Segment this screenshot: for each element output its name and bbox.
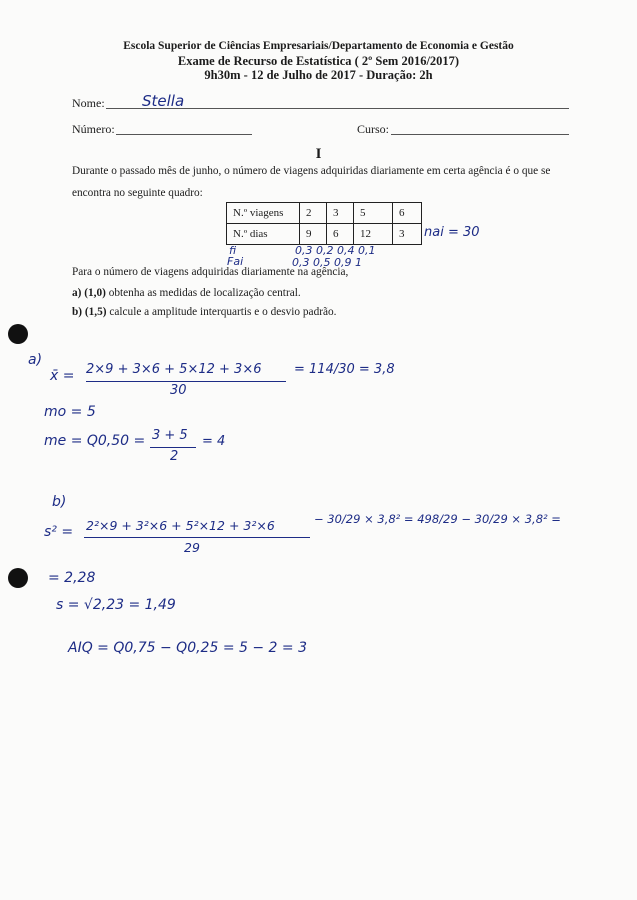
table-cell: 5 (354, 203, 393, 224)
mean-fraction-bar (86, 381, 286, 382)
median-fraction-bar (150, 447, 196, 448)
data-table (226, 202, 422, 245)
exam-date: 9h30m - 12 de Julho de 2017 - Duração: 2h (204, 68, 433, 82)
std-dev: s = √2,23 = 1,49 (56, 597, 176, 613)
fai-values: 0,3 0,5 0,9 1 (292, 256, 362, 269)
intro-line-2: encontra no seguinte quadro: (72, 187, 203, 199)
mean-denominator: 30 (170, 383, 187, 398)
median-numerator: 3 + 5 (152, 428, 188, 443)
binder-hole-top (8, 324, 28, 344)
mean-result: = 114/30 = 3,8 (294, 362, 395, 377)
table-row (227, 224, 422, 245)
variance-denominator: 29 (184, 540, 200, 555)
interquartile-range: AIQ = Q0,75 − Q0,25 = 5 − 2 = 3 (68, 640, 307, 656)
numero-field[interactable] (116, 134, 252, 135)
table-cell: 6 (393, 203, 422, 224)
school-header: Escola Superior de Ciências Empresariais/Departamento de Economia e Gestão (123, 40, 514, 52)
question-a-text: obtenha as medidas de localização central. (108, 287, 301, 299)
table-cell: 9 (300, 224, 327, 245)
intro-line-1: Durante o passado mês de junho, o número de viagens adquiridas diariamente em certa agência é o que se (72, 165, 551, 177)
table-row-header: N.º viagens (227, 203, 300, 224)
curso-field[interactable] (391, 134, 569, 135)
section-title: I (315, 146, 322, 162)
total-annotation: nai = 30 (424, 225, 480, 240)
median-lhs: me = Q0,50 = (44, 433, 146, 449)
numero-label: Número: (72, 122, 115, 136)
curso-label: Curso: (357, 122, 390, 136)
table-row (227, 203, 422, 224)
answer-a-label: a) (28, 352, 43, 368)
prompt-text: Para o número de viagens adquiridas diariamente na agência, (72, 266, 349, 278)
nome-label: Nome: (72, 96, 105, 110)
intro-paragraph (72, 160, 582, 204)
table-cell: 12 (354, 224, 393, 245)
median-denominator: 2 (170, 449, 179, 464)
median-result: = 4 (202, 434, 226, 449)
table-cell: 6 (327, 224, 354, 245)
answer-b-label: b) (52, 494, 67, 510)
binder-hole-bottom (8, 568, 28, 588)
question-b-points: (1,5) (84, 306, 107, 318)
table-row-header: N.º dias (227, 224, 300, 245)
mean-numerator: 2×9 + 3×6 + 5×12 + 3×6 (86, 362, 262, 377)
variance-numerator: 2²×9 + 3²×6 + 5²×12 + 3²×6 (86, 518, 275, 533)
fai-label: Fai (227, 255, 244, 268)
table-cell: 2 (300, 203, 327, 224)
question-a-number: a) (72, 287, 82, 299)
question-b-number: b) (72, 306, 83, 318)
variance-fraction-bar (84, 537, 310, 538)
exam-title: Exame de Recurso de Estatística ( 2º Sem 2016/2017) (177, 54, 460, 68)
question-a-points: (1,0) (84, 287, 106, 299)
question-b-text: calcule a amplitude interquartis e o desvio padrão. (109, 306, 337, 318)
nome-value: Stella (142, 92, 185, 110)
variance-rhs: − 30/29 × 3,8² = 498/29 − 30/29 × 3,8² = (314, 512, 561, 526)
fi-label: fi (229, 244, 237, 257)
variance-lhs: s² = (44, 524, 74, 540)
question-b (72, 301, 336, 323)
table-cell: 3 (327, 203, 354, 224)
variance-result: = 2,28 (48, 570, 96, 586)
table-cell: 3 (393, 224, 422, 245)
mean-lhs: x̄ = (50, 368, 75, 384)
fi-values: 0,3 0,2 0,4 0,1 (295, 244, 376, 257)
mode-value: mo = 5 (44, 404, 96, 420)
